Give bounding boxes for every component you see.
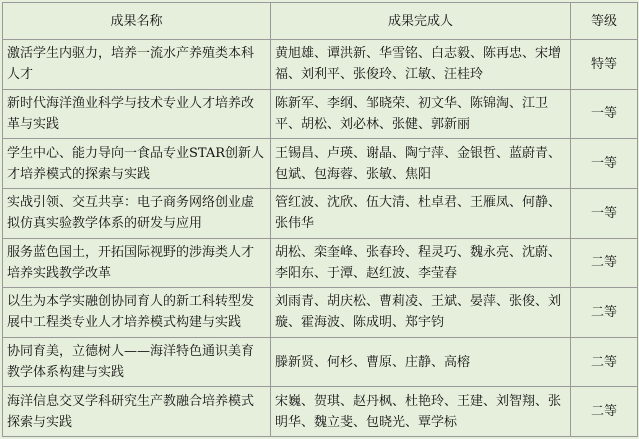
achievement-name: 协同育美，立德树人——海洋特色通识美育教学体系构建与实践 bbox=[3, 337, 271, 387]
table-row bbox=[3, 387, 638, 437]
achievement-people: 陈新军、李纲、邹晓荣、初文华、陈锦淘、江卫平、胡松、刘必林、张健、郭新丽 bbox=[271, 89, 571, 139]
achievement-name: 新时代海洋渔业科学与技术专业人才培养改革与实践 bbox=[3, 89, 271, 139]
header-level: 等级 bbox=[571, 3, 638, 40]
table-row bbox=[3, 89, 638, 139]
table-row bbox=[3, 337, 638, 387]
achievement-level: 一等 bbox=[571, 139, 638, 189]
achievement-people: 刘雨青、胡庆松、曹莉凌、王斌、晏萍、张俊、刘璇、霍海波、陈成明、郑宇钧 bbox=[271, 288, 571, 338]
achievement-name: 服务蓝色国土，开拓国际视野的涉海类人才培养实践教学改革 bbox=[3, 238, 271, 288]
table-row bbox=[3, 238, 638, 288]
achievement-name: 激活学生内驱力，培养一流水产养殖类本科人才 bbox=[3, 40, 271, 90]
header-name: 成果名称 bbox=[3, 3, 271, 40]
achievement-name: 学生中心、能力导向一食品专业STAR创新人才培养模式的探索与实践 bbox=[3, 139, 271, 189]
achievement-level: 二等 bbox=[571, 288, 638, 338]
achievement-people: 管红波、沈欣、伍大清、杜卓君、王雁凤、何静、张伟华 bbox=[271, 188, 571, 238]
table-row bbox=[3, 188, 638, 238]
achievements-table bbox=[2, 2, 638, 437]
achievement-people: 胡松、栾奎峰、张春玲、程灵巧、魏永亮、沈蔚、李阳东、于潭、赵红波、李莹春 bbox=[271, 238, 571, 288]
achievement-people: 滕新贤、何杉、曹原、庄静、高榕 bbox=[271, 337, 571, 387]
achievement-level: 一等 bbox=[571, 188, 638, 238]
achievement-people: 宋巍、贺琪、赵丹枫、杜艳玲、王建、刘智翔、张明华、魏立斐、包晓光、覃学标 bbox=[271, 387, 571, 437]
achievement-name: 海洋信息交叉学科研究生产教融合培养模式探索与实践 bbox=[3, 387, 271, 437]
achievement-people: 王锡昌、卢瑛、谢晶、陶宁萍、金银哲、蓝蔚青、包斌、包海蓉、张敏、焦阳 bbox=[271, 139, 571, 189]
header-row bbox=[3, 3, 638, 40]
table-row bbox=[3, 288, 638, 338]
table-row bbox=[3, 139, 638, 189]
achievement-level: 二等 bbox=[571, 337, 638, 387]
achievement-level: 二等 bbox=[571, 387, 638, 437]
achievement-level: 特等 bbox=[571, 40, 638, 90]
achievement-name: 实战引领、交互共享：电子商务网络创业虚拟仿真实验教学体系的研发与应用 bbox=[3, 188, 271, 238]
achievement-level: 二等 bbox=[571, 238, 638, 288]
header-people: 成果完成人 bbox=[271, 3, 571, 40]
achievement-level: 一等 bbox=[571, 89, 638, 139]
achievement-people: 黄旭雄、谭洪新、华雪铭、白志毅、陈再忠、宋增福、刘利平、张俊玲、江敏、汪桂玲 bbox=[271, 40, 571, 90]
table-row bbox=[3, 40, 638, 90]
achievement-name: 以生为本学实融创协同育人的新工科转型发展中工程类专业人才培养模式构建与实践 bbox=[3, 288, 271, 338]
